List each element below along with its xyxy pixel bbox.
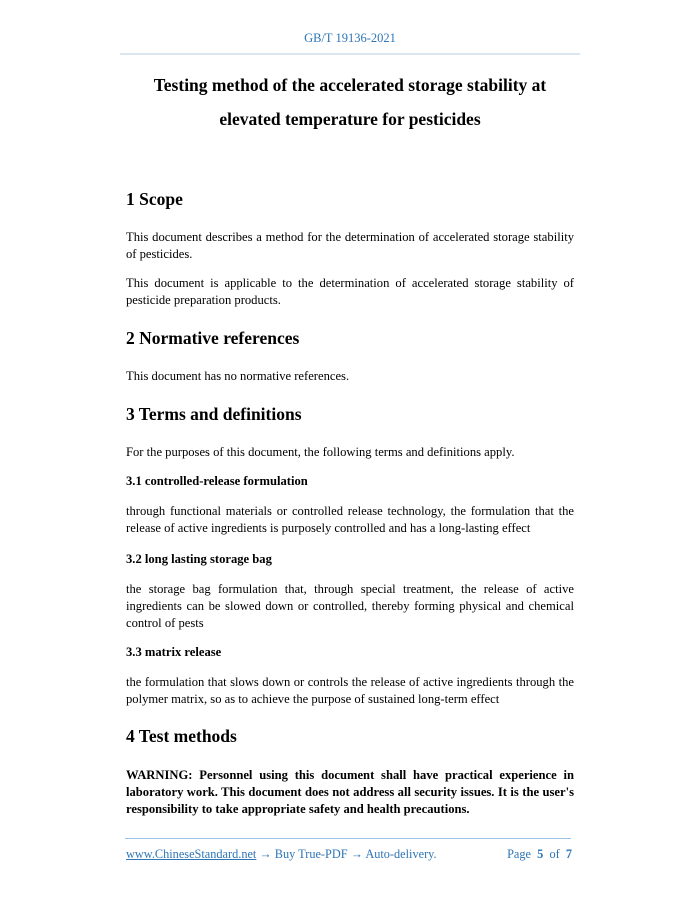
title-line-1: Testing method of the accelerated storage stability at [153,75,547,95]
warning-paragraph: WARNING: Personnel using this document shall have practical experience in laboratory work. This document does not address all security issues. It is the user's responsibility to take appropriate safety and health precautions. [126,768,574,816]
term-3-3: 3.3 matrix release [126,645,222,659]
footer-promo-text: → Buy True-PDF → Auto-delivery. [256,847,437,861]
footer-divider [125,838,571,839]
footer-link[interactable]: www.ChineseStandard.net [126,847,257,861]
term-3-3-definition: the formulation that slows down or controls the release of active ingredients through the polymer matrix, so as to achieve the purpose of sustained long-term effect [126,675,574,706]
term-3-1: 3.1 controlled-release formulation [126,474,308,488]
term-3-2: 3.2 long lasting storage bag [126,552,272,566]
heading-scope: 1 Scope [126,189,183,209]
heading-normative-references: 2 Normative references [126,328,300,348]
header-doc-id: GB/T 19136-2021 [304,31,396,45]
scope-paragraph-1: This document describes a method for the determination of accelerated storage stability of pesticides. [126,230,574,261]
page-label: Page [507,847,531,861]
footer-promo [126,847,437,862]
heading-test-methods: 4 Test methods [126,726,237,746]
page-number [507,847,572,862]
of-label: of [549,847,560,861]
current-page: 5 [537,847,544,861]
terms-paragraph: For the purposes of this document, the following terms and definitions apply. [126,445,515,459]
header-divider [120,53,580,55]
term-3-2-definition: the storage bag formulation that, through special treatment, the release of active ingredients can be slowed down or controlled, thereby forming physical and chemical control of pests [126,582,574,630]
title-line-2: elevated temperature for pesticides [219,109,481,129]
scope-paragraph-2: This document is applicable to the determination of accelerated storage stability of pesticide preparation products. [126,276,574,307]
heading-terms: 3 Terms and definitions [126,404,302,424]
normative-paragraph: This document has no normative references. [126,369,350,383]
total-pages: 7 [565,847,572,861]
term-3-1-definition: through functional materials or controlled release technology, the formulation that the release of active ingredients is purposely controlled and has a long-lasting effect [126,504,574,535]
footer [126,847,572,862]
